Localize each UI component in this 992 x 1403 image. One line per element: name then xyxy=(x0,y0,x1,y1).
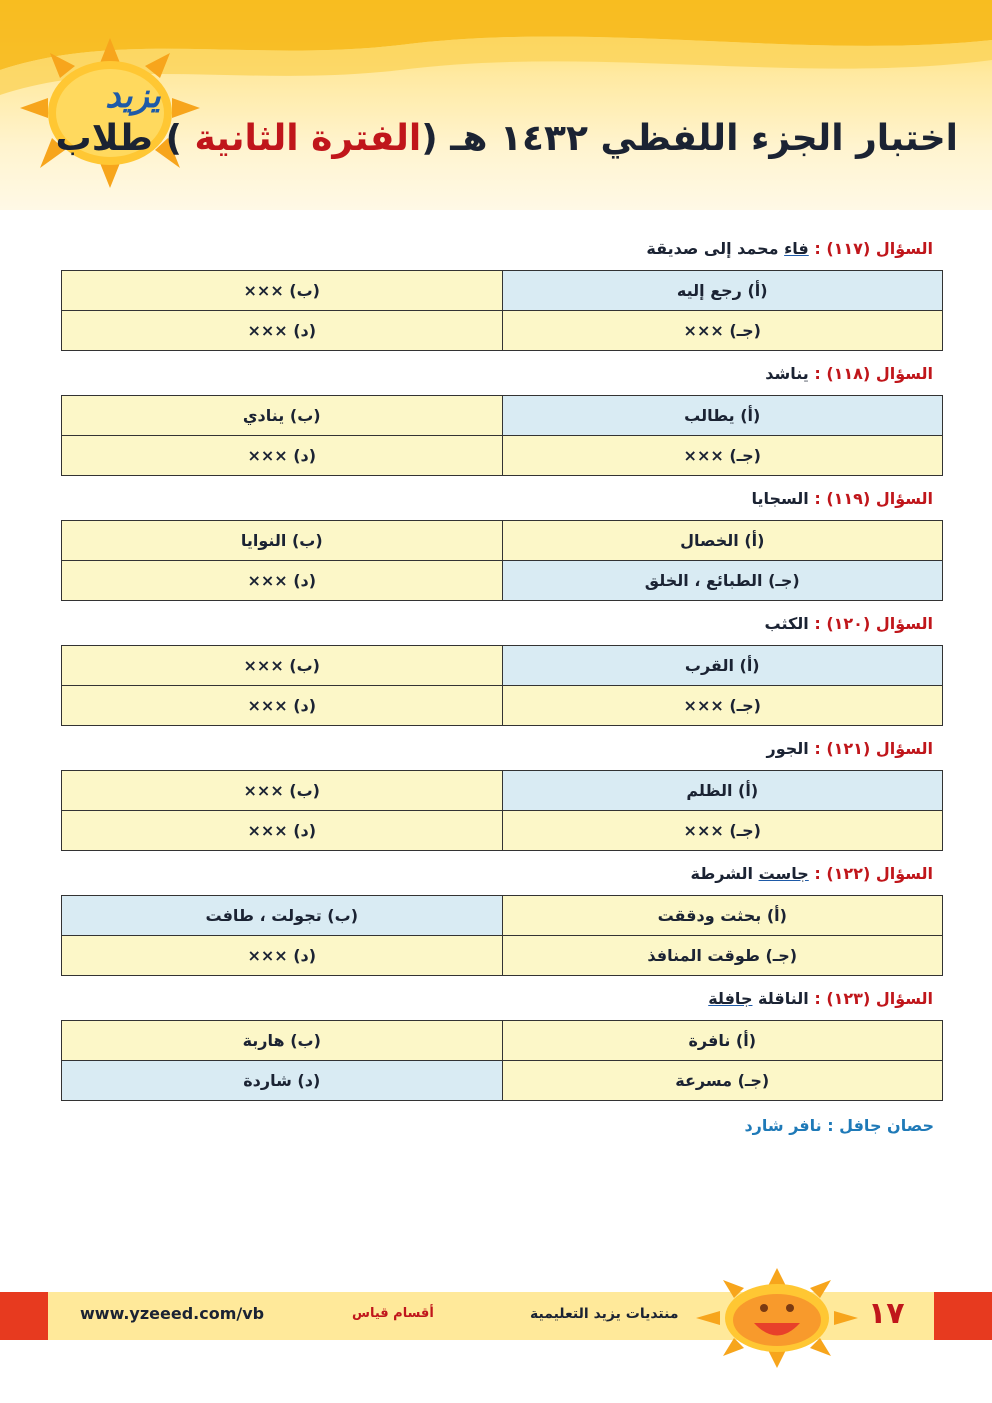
options-row xyxy=(62,396,943,436)
question-label xyxy=(61,988,943,1010)
page-title xyxy=(56,118,958,159)
question-stem-post: الشرطة xyxy=(690,864,759,883)
options-row xyxy=(62,896,943,936)
footer-url-link[interactable]: www.yzeeed.com/vb xyxy=(80,1304,265,1323)
answer-option[interactable]: (ب) النوايا xyxy=(62,521,503,561)
question-block xyxy=(61,988,943,1101)
answer-option[interactable]: (أ) يطالب xyxy=(502,396,943,436)
answer-option[interactable]: (أ) بحثت ودققت xyxy=(502,896,943,936)
footer-section-label: أقسام قياس xyxy=(352,1306,434,1321)
options-table xyxy=(61,895,943,976)
answer-option[interactable]: (جـ) ××× xyxy=(502,311,943,351)
question-stem-pre: السجايا xyxy=(751,489,809,508)
logo-text: يزيد xyxy=(105,76,161,116)
answer-option[interactable]: (جـ) ××× xyxy=(502,686,943,726)
options-row xyxy=(62,1021,943,1061)
title-part-2: ) طلاب xyxy=(55,118,195,159)
answer-option[interactable]: (أ) الظلم xyxy=(502,771,943,811)
answer-option[interactable]: (جـ) الطبائع ، الخلق xyxy=(502,561,943,601)
options-row xyxy=(62,646,943,686)
options-table xyxy=(61,770,943,851)
question-label xyxy=(61,238,943,260)
footer-accent-right xyxy=(934,1292,992,1340)
answer-option[interactable]: (ب) ينادي xyxy=(62,396,503,436)
answer-option[interactable]: (جـ) ××× xyxy=(502,811,943,851)
answer-option[interactable]: (جـ) ××× xyxy=(502,436,943,476)
footer-forum-label: منتديات يزيد التعليمية xyxy=(530,1306,679,1322)
question-block xyxy=(61,613,943,726)
page-header xyxy=(0,0,992,210)
answer-option[interactable]: (ب) هاربة xyxy=(62,1021,503,1061)
answer-option[interactable]: (ب) ××× xyxy=(62,771,503,811)
title-highlight: الفترة الثانية xyxy=(194,118,422,159)
options-row xyxy=(62,436,943,476)
question-stem-keyword: فاء xyxy=(784,239,809,258)
answer-option[interactable]: (ب) ××× xyxy=(62,271,503,311)
options-row xyxy=(62,771,943,811)
answer-option[interactable]: (أ) القرب xyxy=(502,646,943,686)
answer-option[interactable]: (أ) نافرة xyxy=(502,1021,943,1061)
question-stem-pre: الجور xyxy=(766,739,809,758)
question-label xyxy=(61,738,943,760)
options-table xyxy=(61,1020,943,1101)
answer-option[interactable]: (جـ) مسرعة xyxy=(502,1061,943,1101)
options-table xyxy=(61,395,943,476)
question-stem-pre: الكثب xyxy=(764,614,809,633)
question-number: السؤال (١٢٣) : xyxy=(814,989,933,1008)
question-block xyxy=(61,488,943,601)
question-stem-keyword: جاست xyxy=(758,864,809,883)
question-block xyxy=(61,863,943,976)
question-block xyxy=(61,363,943,476)
footer-accent-left xyxy=(0,1292,48,1340)
answer-option[interactable]: (د) ××× xyxy=(62,811,503,851)
question-stem-pre: يناشد xyxy=(765,364,809,383)
question-label xyxy=(61,613,943,635)
question-number: السؤال (١٢١) : xyxy=(814,739,933,758)
answer-option[interactable]: (أ) الخصال xyxy=(502,521,943,561)
options-row xyxy=(62,311,943,351)
options-table xyxy=(61,645,943,726)
answer-option[interactable]: (أ) رجع إليه xyxy=(502,271,943,311)
options-row xyxy=(62,271,943,311)
options-row xyxy=(62,686,943,726)
answer-option[interactable]: (جـ) طوقت المنافذ xyxy=(502,936,943,976)
options-row xyxy=(62,1061,943,1101)
answer-option[interactable]: (ب) تجولت ، طافت xyxy=(62,896,503,936)
question-label xyxy=(61,488,943,510)
options-table xyxy=(61,270,943,351)
question-stem-pre: الناقلة xyxy=(752,989,809,1008)
answer-option[interactable]: (د) شاردة xyxy=(62,1061,503,1101)
question-number: السؤال (١٢٢) : xyxy=(814,864,933,883)
question-stem-keyword: جافلة xyxy=(708,989,753,1008)
answer-option[interactable]: (د) ××× xyxy=(62,311,503,351)
question-stem-post: محمد إلى صديقة xyxy=(646,239,785,258)
vocab-note: حصان جافل : نافر شارد xyxy=(744,1116,934,1135)
answer-option[interactable]: (ب) ××× xyxy=(62,646,503,686)
options-row xyxy=(62,561,943,601)
title-part-1: اختبار الجزء اللفظي ١٤٣٢ هـ ( xyxy=(421,118,958,159)
question-number: السؤال (١١٨) : xyxy=(814,364,933,383)
question-label xyxy=(61,363,943,385)
question-label xyxy=(61,863,943,885)
question-block xyxy=(61,738,943,851)
options-row xyxy=(62,811,943,851)
footer-sun-icon xyxy=(696,1268,858,1368)
page-number: ١٧ xyxy=(868,1296,905,1331)
question-number: السؤال (١١٩) : xyxy=(814,489,933,508)
question-number: السؤال (١٢٠) : xyxy=(814,614,933,633)
options-table xyxy=(61,520,943,601)
answer-option[interactable]: (د) ××× xyxy=(62,561,503,601)
question-block xyxy=(61,238,943,351)
answer-option[interactable]: (د) ××× xyxy=(62,436,503,476)
answer-option[interactable]: (د) ××× xyxy=(62,686,503,726)
options-row xyxy=(62,521,943,561)
options-row xyxy=(62,936,943,976)
answer-option[interactable]: (د) ××× xyxy=(62,936,503,976)
question-number: السؤال (١١٧) : xyxy=(814,239,933,258)
